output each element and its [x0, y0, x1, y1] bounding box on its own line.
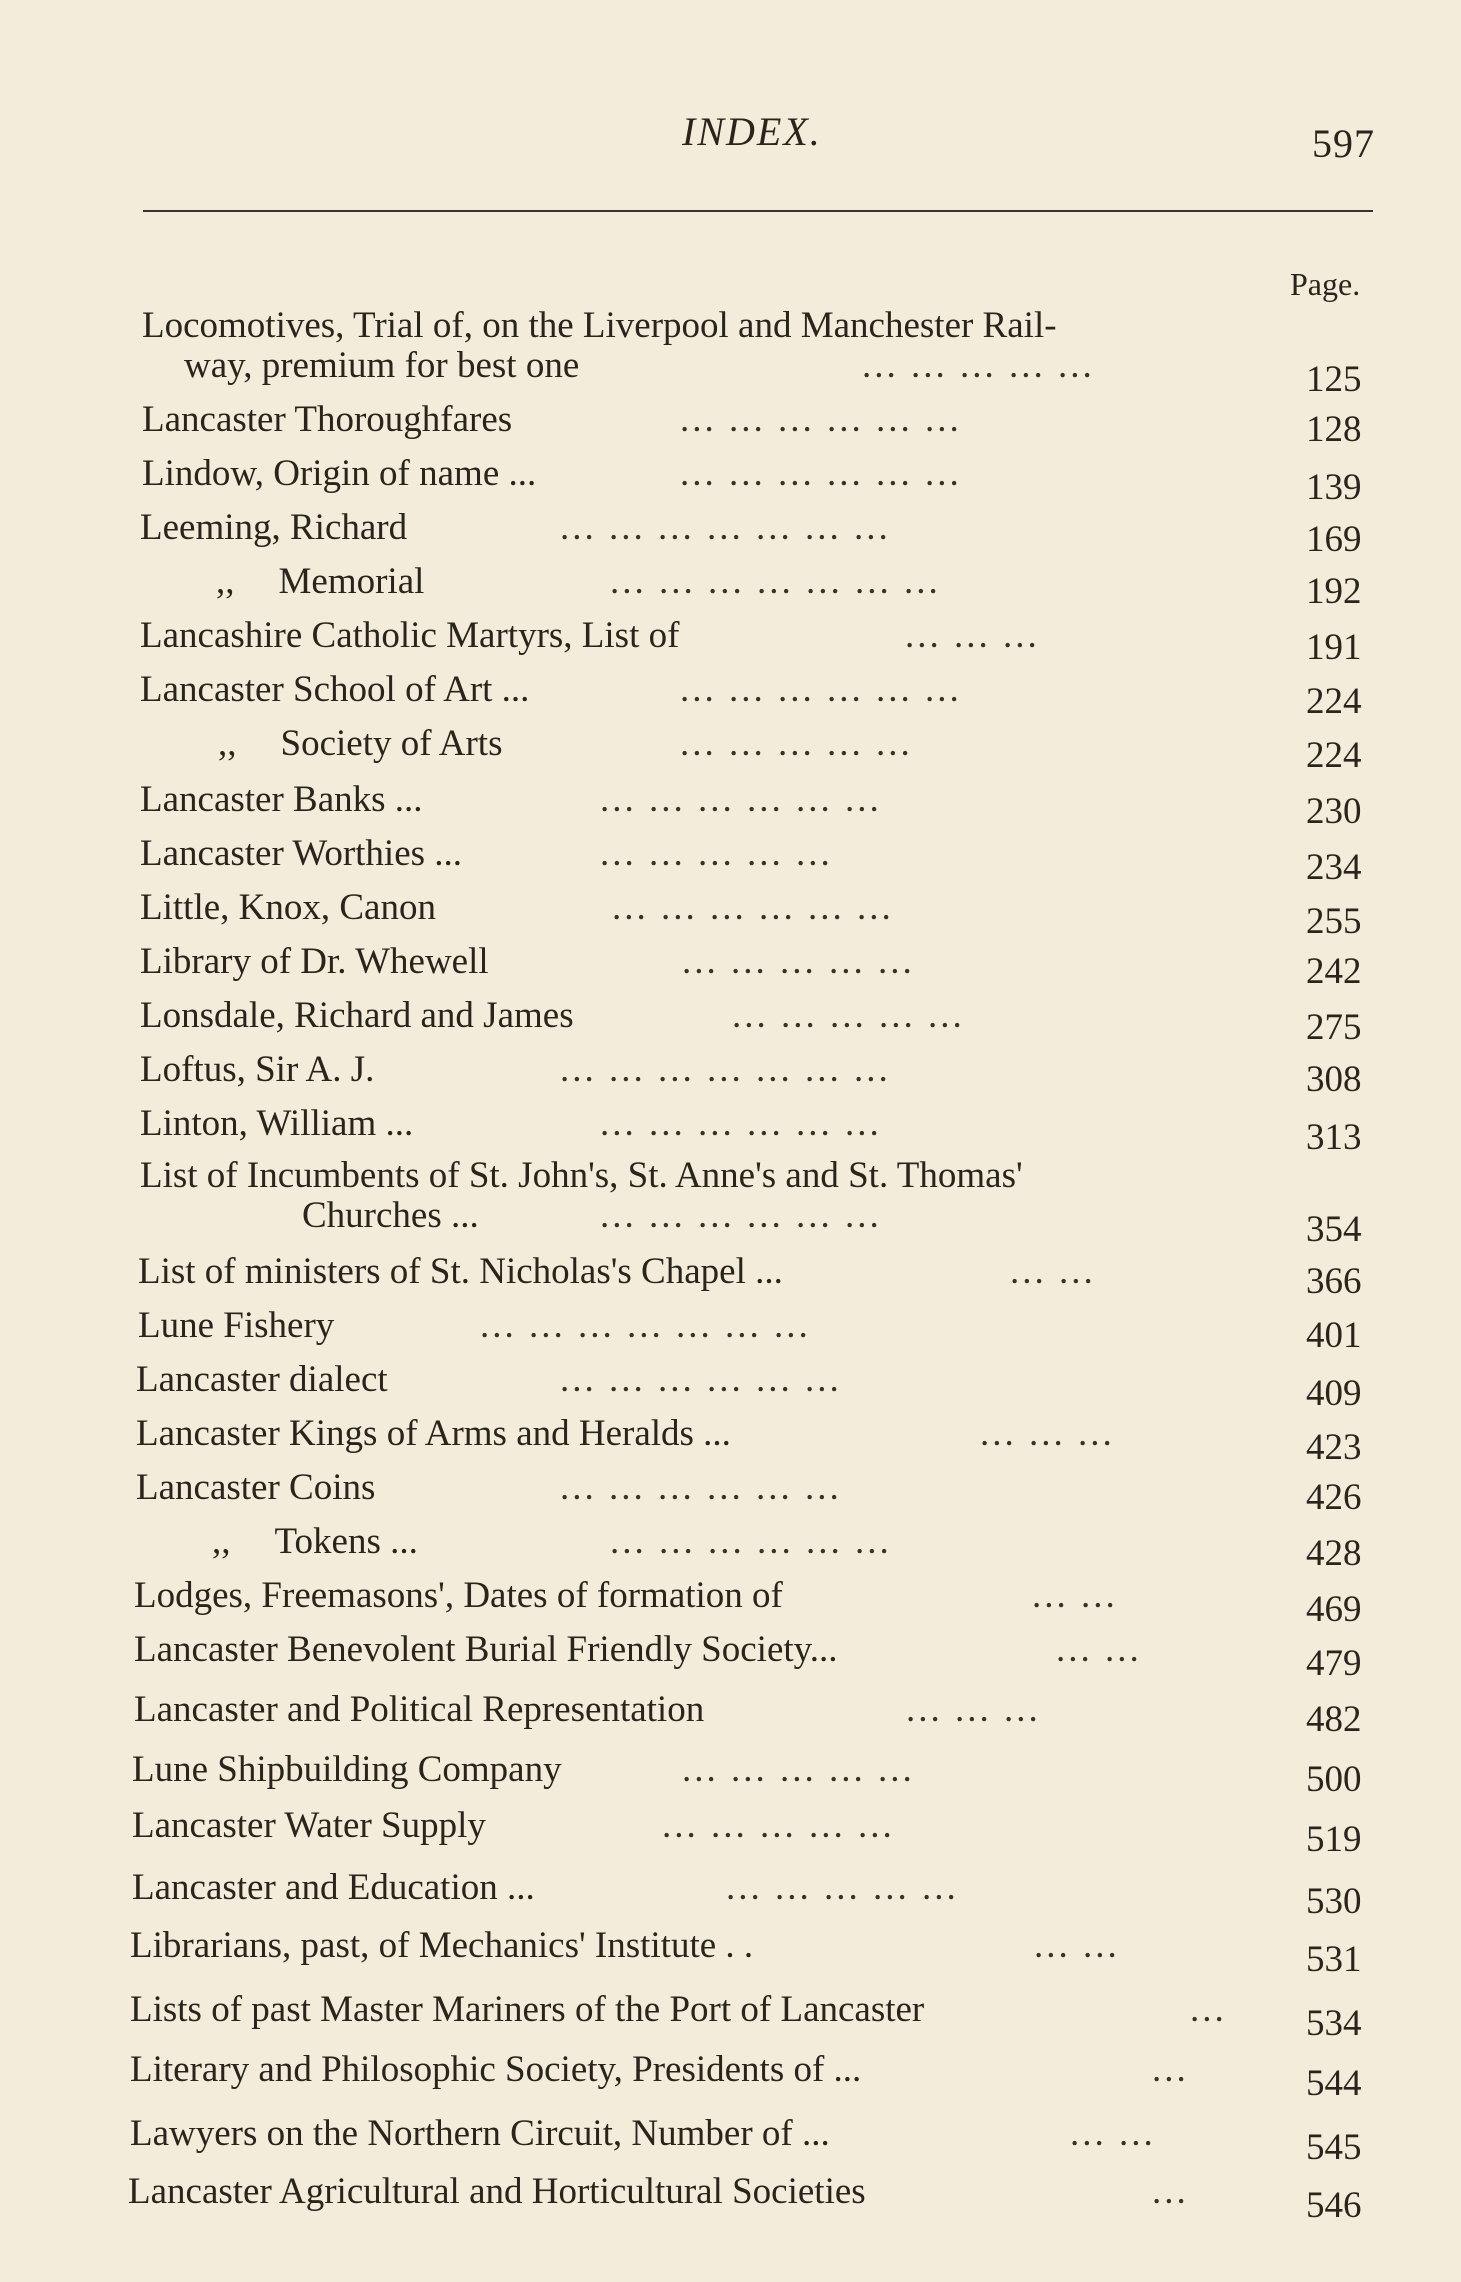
page-number: 597: [1312, 121, 1375, 166]
leader-dots: ... ... ... ... ...: [726, 1867, 959, 1908]
index-entry: [0, 887, 1461, 942]
entry-title-text: Tokens ...: [274, 1521, 418, 1562]
entry-title: [140, 508, 407, 548]
index-entry: [0, 1689, 1461, 1740]
index-entry: [0, 615, 1461, 668]
entry-title: [136, 1360, 388, 1400]
leader-dots: ...: [1152, 2049, 1189, 2090]
index-entry: [0, 1467, 1461, 1518]
entry-page-number: 426: [1306, 1477, 1362, 1518]
entry-title-text: Lindow, Origin of name ...: [142, 453, 537, 494]
entry-title: [138, 1306, 334, 1346]
leader-dots: ... ... ... ... ... ... ...: [560, 507, 891, 548]
leader-dots: ... ... ... ... ... ...: [600, 1195, 882, 1236]
index-entry: [0, 1521, 1461, 1574]
entry-page-number: 544: [1306, 2063, 1362, 2104]
entry-title-text: Lancaster and Political Representation: [134, 1689, 705, 1730]
entry-title: [134, 1690, 704, 1730]
entry-title-continued: Churches ...: [302, 1195, 479, 1236]
entry-title-text: Memorial: [278, 561, 425, 602]
entry-title: [218, 724, 502, 764]
entry-page-number: 534: [1306, 2003, 1362, 2044]
index-entry: [0, 1305, 1461, 1356]
leader-dots: ... ...: [1056, 1629, 1142, 1670]
index-entry: [0, 1359, 1461, 1414]
leader-dots: ... ... ... ... ...: [862, 345, 1095, 386]
entry-title-text: Lune Fishery: [138, 1305, 335, 1346]
entry-title: [130, 1926, 753, 1966]
entry-title-text: Society of Arts: [280, 723, 503, 764]
ditto-mark: ,,: [212, 1521, 231, 1562]
entry-title: [138, 1252, 783, 1292]
entry-title: [140, 1050, 374, 1090]
entry-page-number: 423: [1306, 1427, 1362, 1468]
entry-title-text: Lancaster Banks ...: [140, 779, 423, 820]
entry-title: [212, 1522, 418, 1562]
entry-title: [128, 2172, 866, 2212]
entry-page-number: 191: [1306, 627, 1362, 668]
entry-page-number: 546: [1306, 2185, 1362, 2226]
entry-title: [140, 996, 574, 1036]
entry-page-number: 230: [1306, 791, 1362, 832]
leader-dots: ... ...: [1070, 2113, 1156, 2154]
leader-dots: ... ...: [1010, 1251, 1096, 1292]
entry-page-number: 255: [1306, 901, 1362, 942]
entry-title-text: Lancaster Water Supply: [132, 1805, 486, 1846]
entry-title-text: Lancaster Worthies ...: [140, 833, 463, 874]
entry-title: [132, 1806, 486, 1846]
leader-dots: ... ... ...: [906, 1689, 1041, 1730]
entry-title-text: Lancaster dialect: [136, 1359, 388, 1400]
entry-page-number: 366: [1306, 1261, 1362, 1302]
leader-dots: ... ... ... ... ... ...: [600, 779, 882, 820]
entry-page-number: 242: [1306, 951, 1362, 992]
entry-page-number: 224: [1306, 681, 1362, 722]
entry-title-text: List of ministers of St. Nicholas's Chapel ...: [138, 1251, 783, 1292]
leader-dots: ... ... ... ... ... ...: [680, 453, 962, 494]
entry-page-number: 428: [1306, 1533, 1362, 1574]
index-entry: [0, 1925, 1461, 1980]
index-entry: [0, 305, 1461, 400]
entry-page-number: 500: [1306, 1759, 1362, 1800]
index-entry: [0, 1155, 1461, 1250]
entry-page-number: 234: [1306, 847, 1362, 888]
index-entry: [0, 1989, 1461, 2044]
entry-title: [130, 2050, 861, 2090]
index-entry: [0, 507, 1461, 560]
entry-title: [140, 834, 462, 874]
leader-dots: ... ... ... ... ...: [600, 833, 833, 874]
entry-page-number: 139: [1306, 467, 1362, 508]
entry-title-text: Lonsdale, Richard and James: [140, 995, 574, 1036]
leader-dots: ... ... ... ... ...: [662, 1805, 895, 1846]
leader-dots: ... ... ... ... ... ...: [560, 1467, 842, 1508]
leader-dots: ... ... ... ... ... ... ...: [610, 561, 941, 602]
entry-page-number: 128: [1306, 409, 1362, 450]
index-entry: [0, 1103, 1461, 1158]
leader-dots: ... ... ... ... ...: [680, 723, 913, 764]
index-entry: [0, 1413, 1461, 1468]
index-entry: [0, 941, 1461, 992]
entry-title: [216, 562, 424, 602]
entry-title-text: Loftus, Sir A. J.: [140, 1049, 375, 1090]
entry-title: [142, 454, 536, 494]
leader-dots: ... ... ... ... ... ...: [610, 1521, 892, 1562]
leader-dots: ...: [1190, 1989, 1227, 2030]
entry-page-number: 530: [1306, 1881, 1362, 1922]
leader-dots: ... ...: [1034, 1925, 1120, 1966]
entry-title: [140, 616, 679, 656]
entry-title: [136, 1414, 731, 1454]
entry-title: [132, 1750, 562, 1790]
index-entry: [0, 1049, 1461, 1100]
leader-dots: ... ... ... ... ... ...: [680, 399, 962, 440]
entry-title-text: Leeming, Richard: [140, 507, 408, 548]
entry-page-number: 192: [1306, 571, 1362, 612]
entry-page-number: 482: [1306, 1699, 1362, 1740]
entry-title: [134, 1630, 838, 1670]
index-entry: [0, 2171, 1461, 2226]
entry-title-text: Lists of past Master Mariners of the Port of Lancaster: [130, 1989, 925, 2030]
index-entry: [0, 453, 1461, 508]
entry-title-text: Librarians, past, of Mechanics' Institute . .: [130, 1925, 754, 1966]
entry-page-number: 545: [1306, 2127, 1362, 2168]
entry-page-number: 354: [1306, 1209, 1362, 1250]
index-entry: [0, 1805, 1461, 1860]
entry-title: [140, 670, 529, 710]
index-entry: [0, 723, 1461, 776]
entry-title-text: Lancaster Benevolent Burial Friendly Society...: [134, 1629, 838, 1670]
entry-title-text: Lawyers on the Northern Circuit, Number of ...: [130, 2113, 830, 2154]
entry-title: Locomotives, Trial of, on the Liverpool and Manchester Rail-: [142, 305, 1057, 346]
leader-dots: ... ... ... ... ...: [682, 1749, 915, 1790]
entry-title: [140, 942, 489, 982]
ditto-mark: ,,: [216, 561, 235, 602]
index-entry: [0, 2049, 1461, 2104]
entry-title: [142, 400, 512, 440]
leader-dots: ... ... ... ... ... ...: [560, 1359, 842, 1400]
entry-title: [130, 2114, 830, 2154]
entry-title: List of Incumbents of St. John's, St. Anne's and St. Thomas': [140, 1155, 1023, 1196]
entry-title: [136, 1468, 375, 1508]
entry-title-text: Lancaster School of Art ...: [140, 669, 530, 710]
index-entry: [0, 1749, 1461, 1800]
entry-title-text: Little, Knox, Canon: [140, 887, 436, 928]
entry-page-number: 409: [1306, 1373, 1362, 1414]
index-entry: [0, 399, 1461, 450]
entry-page-number: 519: [1306, 1819, 1362, 1860]
entry-title: [134, 1576, 783, 1616]
entry-page-number: 224: [1306, 735, 1362, 776]
entry-page-number: 169: [1306, 519, 1362, 560]
entry-title-text: Literary and Philosophic Society, Presidents of ...: [130, 2049, 862, 2090]
entry-title-text: Linton, William ...: [140, 1103, 414, 1144]
entry-title-text: Lodges, Freemasons', Dates of formation of: [134, 1575, 783, 1616]
entry-title: [130, 1990, 924, 2030]
entry-title-text: Lancashire Catholic Martyrs, List of: [140, 615, 680, 656]
entry-title: [140, 1104, 413, 1144]
entry-page-number: 275: [1306, 1007, 1362, 1048]
leader-dots: ... ... ... ... ... ...: [600, 1103, 882, 1144]
index-entry: [0, 995, 1461, 1048]
leader-dots: ... ... ... ... ...: [732, 995, 965, 1036]
leader-dots: ... ... ...: [905, 615, 1040, 656]
entry-page-number: 313: [1306, 1117, 1362, 1158]
entry-page-number: 308: [1306, 1059, 1362, 1100]
entry-title-text: Lune Shipbuilding Company: [132, 1749, 562, 1790]
index-heading: INDEX.: [682, 109, 822, 154]
entry-title-text: Lancaster Thoroughfares: [142, 399, 513, 440]
entry-title-text: Lancaster and Education ...: [132, 1867, 535, 1908]
index-entry: [0, 1867, 1461, 1922]
entry-title-text: Library of Dr. Whewell: [140, 941, 489, 982]
ditto-mark: ,,: [218, 723, 237, 764]
index-entry: [0, 561, 1461, 612]
entry-page-number: 125: [1306, 359, 1362, 400]
leader-dots: ... ...: [1032, 1575, 1118, 1616]
entry-title: [140, 888, 436, 928]
entry-page-number: 469: [1306, 1589, 1362, 1630]
index-entry: [0, 2113, 1461, 2168]
entry-page-number: 531: [1306, 1939, 1362, 1980]
leader-dots: ... ... ... ... ... ...: [680, 669, 962, 710]
entry-page-number: 479: [1306, 1643, 1362, 1684]
leader-dots: ... ... ... ... ...: [682, 941, 915, 982]
index-entry: [0, 1251, 1461, 1302]
leader-dots: ... ... ...: [980, 1413, 1115, 1454]
entry-title-text: Lancaster Kings of Arms and Heralds ...: [136, 1413, 731, 1454]
leader-dots: ... ... ... ... ... ...: [612, 887, 894, 928]
entry-title: [132, 1868, 535, 1908]
index-entry: [0, 833, 1461, 888]
index-entry: [0, 779, 1461, 832]
entry-title: [140, 780, 423, 820]
index-entry: [0, 669, 1461, 722]
leader-dots: ... ... ... ... ... ... ...: [560, 1049, 891, 1090]
entry-title-text: Lancaster Coins: [136, 1467, 376, 1508]
entry-title-text: Lancaster Agricultural and Horticultural Societies: [128, 2171, 866, 2212]
entry-page-number: 401: [1306, 1315, 1362, 1356]
index-entry: [0, 1629, 1461, 1684]
index-entry: [0, 1575, 1461, 1630]
leader-dots: ... ... ... ... ... ... ...: [480, 1305, 811, 1346]
entry-title-continued: way, premium for best one: [184, 345, 580, 386]
page-column-label: Page.: [1290, 266, 1361, 302]
leader-dots: ...: [1152, 2171, 1189, 2212]
